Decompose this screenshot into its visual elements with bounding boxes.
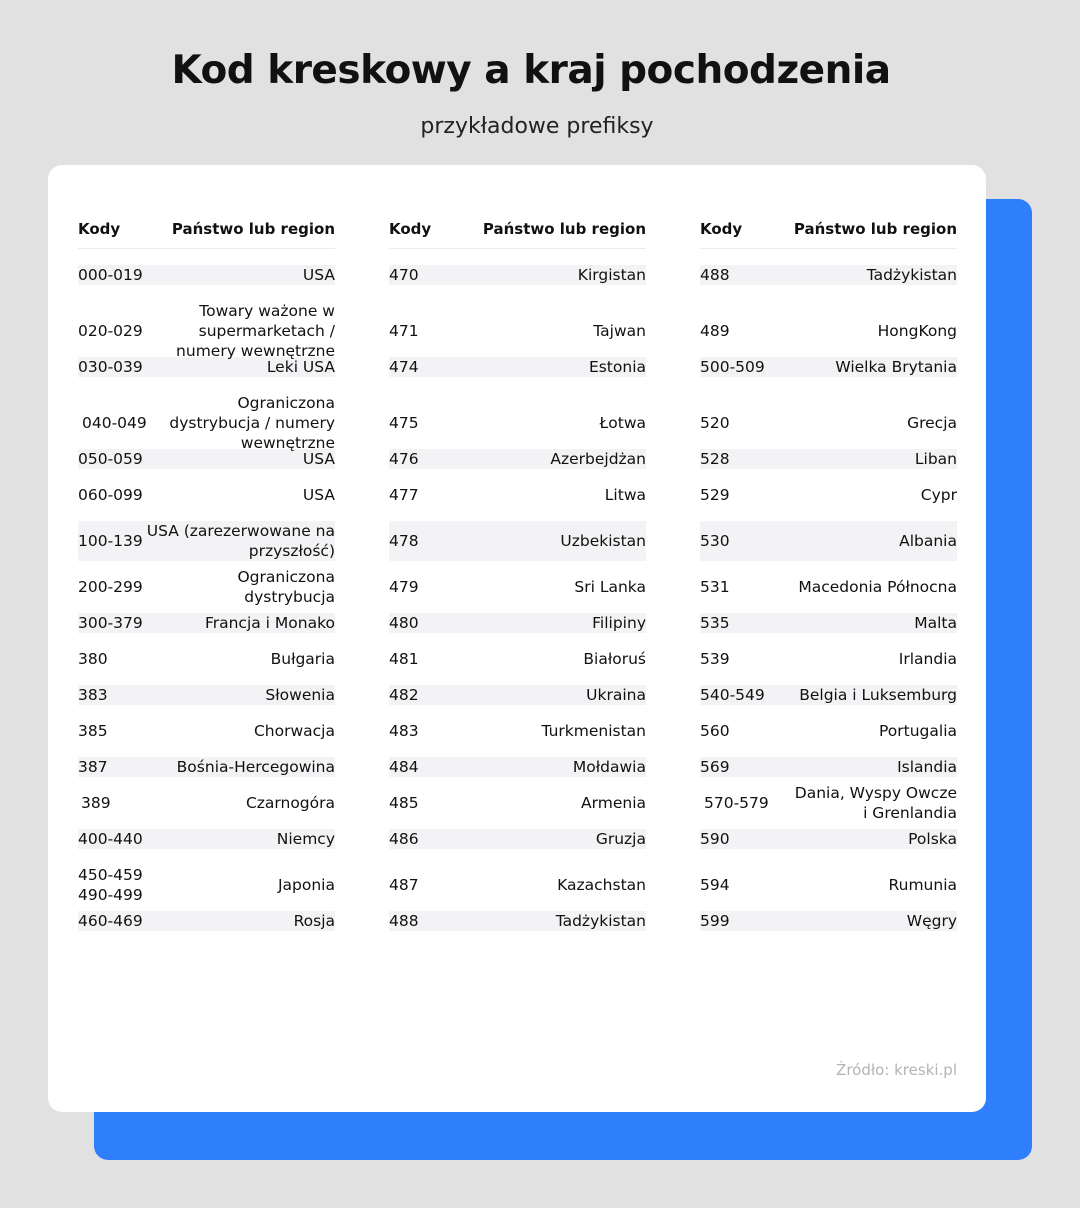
table-row: [389, 649, 646, 669]
country-region: USA (zarezerwowane na przyszłość): [146, 522, 335, 560]
prefix-code: 488: [389, 912, 419, 930]
prefix-code: 020-029: [78, 322, 143, 340]
country-region: Litwa: [604, 486, 646, 504]
prefix-code: 594: [700, 876, 730, 894]
prefix-code: 387: [78, 758, 108, 776]
prefix-code: 385: [78, 722, 108, 740]
prefix-code: 488: [700, 266, 730, 284]
prefix-code: 030-039: [78, 358, 143, 376]
table-row: [389, 567, 646, 607]
prefix-code: 480: [389, 614, 419, 632]
table-row: [389, 393, 646, 453]
table-row: [700, 757, 957, 777]
prefix-code: 481: [389, 650, 419, 668]
table-row: [700, 911, 957, 931]
header-codes: Kody: [700, 220, 743, 238]
table-row: [78, 393, 335, 453]
prefix-code: 479: [389, 578, 419, 596]
prefix-table-3: [700, 220, 957, 947]
country-region: Bośnia-Hercegowina: [176, 758, 335, 776]
page-title: Kod kreskowy a kraj pochodzenia: [171, 48, 891, 93]
header-region: Państwo lub region: [171, 220, 335, 238]
table-row: [389, 685, 646, 705]
country-region: Łotwa: [599, 414, 646, 432]
prefix-code: 560: [700, 722, 730, 740]
country-region: Słowenia: [265, 686, 335, 704]
table-row: [700, 865, 957, 905]
country-region: Malta: [914, 614, 957, 632]
prefix-code: 400-440: [78, 830, 143, 848]
country-region: Portugalia: [879, 722, 957, 740]
prefix-code: 100-139: [78, 532, 143, 550]
country-region: Chorwacja: [253, 722, 335, 740]
table-row: [700, 784, 957, 822]
header-region: Państwo lub region: [793, 220, 957, 238]
table-row: [78, 721, 335, 741]
table-row: [389, 485, 646, 505]
table-row: [389, 265, 646, 285]
prefix-code: 478: [389, 532, 419, 550]
prefix-code: 000-019: [78, 266, 143, 284]
prefix-code: 489: [700, 322, 730, 340]
country-region: Albania: [899, 532, 957, 550]
prefix-code: 485: [389, 794, 419, 812]
country-region: Tajwan: [593, 322, 646, 340]
prefix-code: 483: [389, 722, 419, 740]
table-row: [78, 649, 335, 669]
prefix-code: 500-509: [700, 358, 765, 376]
prefix-code: 599: [700, 912, 730, 930]
table-row: [389, 793, 646, 813]
prefix-code: 531: [700, 578, 730, 596]
prefix-code: 535: [700, 614, 730, 632]
table-row: [78, 301, 335, 361]
prefix-code: 540-549: [700, 686, 765, 704]
country-region: Gruzja: [595, 830, 646, 848]
country-region: Niemcy: [276, 830, 335, 848]
page-subtitle: przykładowe prefiksy: [420, 114, 654, 139]
table-row: [78, 567, 335, 607]
country-region: Sri Lanka: [574, 578, 646, 596]
prefix-code: 482: [389, 686, 419, 704]
table-row: [700, 301, 957, 361]
table-row: [700, 449, 957, 469]
country-region: Filipiny: [592, 614, 646, 632]
country-region: Uzbekistan: [560, 532, 646, 550]
prefix-table-1: [78, 220, 335, 947]
country-region: HongKong: [877, 322, 957, 340]
table-header: [389, 220, 646, 249]
header-codes: Kody: [389, 220, 432, 238]
table-row: [700, 485, 957, 505]
prefix-code: 570-579: [704, 794, 769, 812]
table-row: [700, 265, 957, 285]
table-row: [389, 521, 646, 561]
table-row: [78, 793, 335, 813]
country-region: Belgia i Luksemburg: [799, 686, 957, 704]
prefix-table-2: [389, 220, 646, 947]
country-region: Francja i Monako: [204, 614, 335, 632]
prefix-code: 474: [389, 358, 419, 376]
source-note: Źródło: kreski.pl: [836, 1061, 957, 1079]
country-region: Węgry: [906, 912, 957, 930]
country-region: Islandia: [897, 758, 957, 776]
table-header: [78, 220, 335, 249]
prefix-code: 590: [700, 830, 730, 848]
table-row: [389, 721, 646, 741]
table-row: [700, 567, 957, 607]
country-region: Estonia: [588, 358, 646, 376]
country-region: Liban: [914, 450, 957, 468]
table-row: [78, 865, 335, 905]
country-region: Białoruś: [583, 650, 646, 668]
country-region: Bułgaria: [270, 650, 335, 668]
country-region: Tadżykistan: [555, 912, 646, 930]
country-region: Kirgistan: [577, 266, 646, 284]
header-region: Państwo lub region: [482, 220, 646, 238]
country-region: Polska: [908, 830, 957, 848]
prefix-code: 380: [78, 650, 108, 668]
country-region: Macedonia Północna: [798, 578, 957, 596]
prefix-code: 460-469: [78, 912, 143, 930]
country-region: Ukraina: [586, 686, 646, 704]
table-row: [700, 393, 957, 453]
prefix-code: 300-379: [78, 614, 143, 632]
prefix-code: 476: [389, 450, 419, 468]
table-row: [389, 357, 646, 377]
table-row: [78, 521, 335, 561]
prefix-code: 060-099: [78, 486, 143, 504]
prefix-code: 450-459 490-499: [78, 866, 143, 904]
table-row: [700, 829, 957, 849]
table-row: [78, 911, 335, 931]
table-row: [78, 829, 335, 849]
prefix-code: 487: [389, 876, 419, 894]
table-row: [78, 685, 335, 705]
prefix-code: 470: [389, 266, 419, 284]
country-region: Wielka Brytania: [835, 358, 957, 376]
table-header: [700, 220, 957, 249]
table-row: [389, 301, 646, 361]
table-row: [78, 613, 335, 633]
table-row: [700, 357, 957, 377]
table-row: [389, 613, 646, 633]
table-row: [389, 865, 646, 905]
prefix-code: 389: [81, 794, 111, 812]
country-region: Cypr: [920, 486, 957, 504]
country-region: Grecja: [907, 414, 957, 432]
prefix-code: 520: [700, 414, 730, 432]
table-row: [700, 649, 957, 669]
table-row: [700, 613, 957, 633]
table-row: [389, 757, 646, 777]
country-region: Rosja: [293, 912, 335, 930]
country-region: USA: [302, 486, 335, 504]
table-row: [700, 685, 957, 705]
prefix-code: 539: [700, 650, 730, 668]
table-row: [700, 721, 957, 741]
header-codes: Kody: [78, 220, 121, 238]
prefix-code: 477: [389, 486, 419, 504]
table-row: [389, 449, 646, 469]
country-region: Dania, Wyspy Owcze i Grenlandia: [794, 784, 957, 822]
country-region: Mołdawia: [572, 758, 646, 776]
country-region: Irlandia: [898, 650, 957, 668]
prefix-code: 530: [700, 532, 730, 550]
table-row: [78, 485, 335, 505]
country-region: Leki USA: [266, 358, 335, 376]
table-row: [78, 757, 335, 777]
country-region: Tadżykistan: [866, 266, 957, 284]
prefix-code: 200-299: [78, 578, 143, 596]
country-region: Azerbejdżan: [550, 450, 646, 468]
country-region: Rumunia: [888, 876, 957, 894]
country-region: Ograniczona dystrybucja: [237, 568, 335, 606]
country-region: Turkmenistan: [541, 722, 646, 740]
prefix-code: 528: [700, 450, 730, 468]
table-row: [389, 829, 646, 849]
table-row: [389, 911, 646, 931]
prefix-code: 529: [700, 486, 730, 504]
prefix-code: 040-049: [82, 414, 147, 432]
prefix-code: 484: [389, 758, 419, 776]
country-region: Japonia: [277, 876, 335, 894]
table-row: [78, 265, 335, 285]
prefix-code: 486: [389, 830, 419, 848]
prefix-code: 475: [389, 414, 419, 432]
prefix-code: 471: [389, 322, 419, 340]
country-region: Ograniczona dystrybucja / numery wewnętrzne: [169, 394, 335, 452]
table-row: [700, 521, 957, 561]
prefix-code: 569: [700, 758, 730, 776]
country-region: Towary ważone w supermarketach / numery wewnętrzne: [176, 302, 335, 360]
country-region: Armenia: [581, 794, 646, 812]
prefix-code: 050-059: [78, 450, 143, 468]
prefix-code: 383: [78, 686, 108, 704]
country-region: USA: [302, 450, 335, 468]
country-region: Kazachstan: [557, 876, 646, 894]
country-region: Czarnogóra: [245, 794, 335, 812]
country-region: USA: [302, 266, 335, 284]
